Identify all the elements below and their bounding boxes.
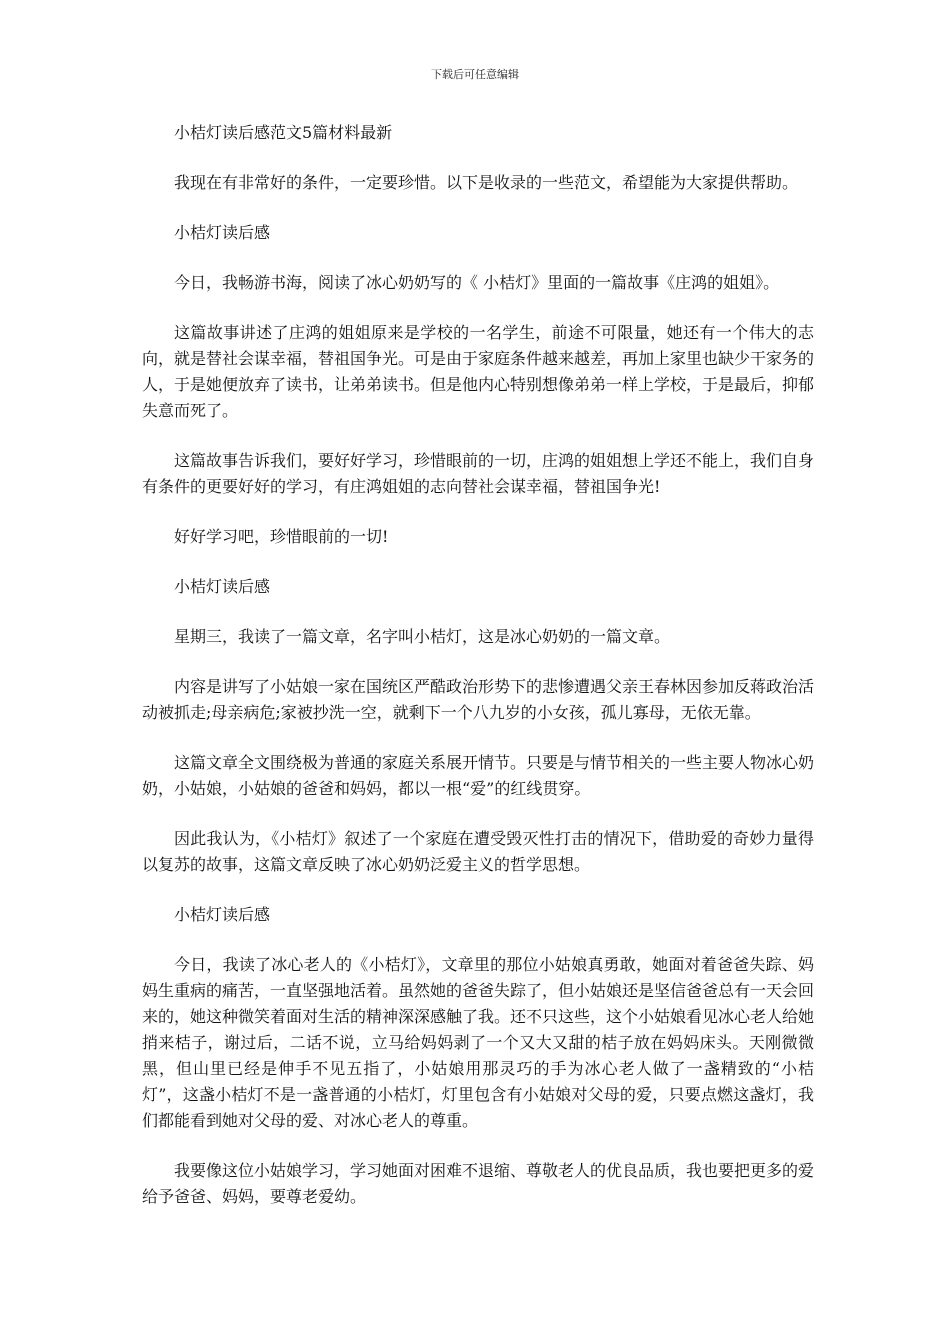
paragraph: 今日，我畅游书海，阅读了冰心奶奶写的《 小桔灯》里面的一篇故事《庄鸿的姐姐》。 <box>174 273 780 292</box>
paragraph: 这篇文章全文围绕极为普通的家庭关系展开情节。只要是与情节相关的一些主要人物冰心奶奶，小姑娘，小姑娘的爸爸和妈妈，都以一根“爱”的红线贯穿。 <box>142 753 815 798</box>
section-heading: 小桔灯读后感 <box>174 905 271 924</box>
intro-paragraph: 我现在有非常好的条件，一定要珍惜。以下是收录的一些范文，希望能为大家提供帮助。 <box>174 173 799 192</box>
paragraph: 星期三，我读了一篇文章，名字叫小桔灯，这是冰心奶奶的一篇文章。 <box>174 627 671 646</box>
paragraph: 好好学习吧，珍惜眼前的一切! <box>174 527 389 546</box>
paragraph: 内容是讲写了小姑娘一家在国统区严酷政治形势下的悲惨遭遇父亲王春林因参加反蒋政治活动被抓走;母亲病危;家被抄洗一空，就剩下一个八九岁的小女孩，孤儿寡母，无依无靠。 <box>142 677 815 722</box>
paragraph: 这篇故事告诉我们，要好好学习，珍惜眼前的一切，庄鸿的姐姐想上学还不能上，我们自身有条件的更要好好的学习，有庄鸿姐姐的志向替社会谋幸福，替祖国争光! <box>142 451 815 496</box>
paragraph: 今日，我读了冰心老人的《小桔灯》，文章里的那位小姑娘真勇敢，她面对着爸爸失踪、妈妈生重病的痛苦，一直坚强地活着。虽然她的爸爸失踪了，但小姑娘还是坚信爸爸总有一天会回来的，她这种微笑着面对生活的精神深深感触了我。还不只这些，这个小姑娘看见冰心老人给她捎来桔子，谢过后，二话不说，立马给妈妈剥了一个又大又甜的桔子放在妈妈床头。天刚微微黑，但山里已经是伸手不见五指了，小姑娘用那灵巧的手为冰心老人做了一盏精致的“小桔灯”，这盏小桔灯不是一盏普通的小桔灯，灯里包含有小姑娘对父母的爱，只要点燃这盏灯，我们都能看到她对父母的爱、对冰心老人的尊重。 <box>142 955 815 1130</box>
paragraph: 因此我认为，《小桔灯》叙述了一个家庭在遭受毁灭性打击的情况下，借助爱的奇妙力量得以复苏的故事，这篇文章反映了冰心奶奶泛爱主义的哲学思想。 <box>142 829 814 874</box>
document-body <box>142 120 814 1234</box>
section-heading: 小桔灯读后感 <box>174 223 271 242</box>
document-title: 小桔灯读后感范文5篇材料最新 <box>174 123 393 142</box>
paragraph: 我要像这位小姑娘学习，学习她面对困难不退缩、尊敬老人的优良品质，我也要把更多的爱给予爸爸、妈妈，要尊老爱幼。 <box>142 1161 815 1206</box>
section-heading: 小桔灯读后感 <box>174 577 271 596</box>
paragraph: 这篇故事讲述了庄鸿的姐姐原来是学校的一名学生，前途不可限量，她还有一个伟大的志向，就是替社会谋幸福，替祖国争光。可是由于家庭条件越来越差，再加上家里也缺少干家务的人，于是她便放弃了读书，让弟弟读书。但是他内心特别想像弟弟一样上学校，于是最后，抑郁失意而死了。 <box>142 323 815 420</box>
page-header: 下载后可任意编辑 <box>431 68 519 81</box>
